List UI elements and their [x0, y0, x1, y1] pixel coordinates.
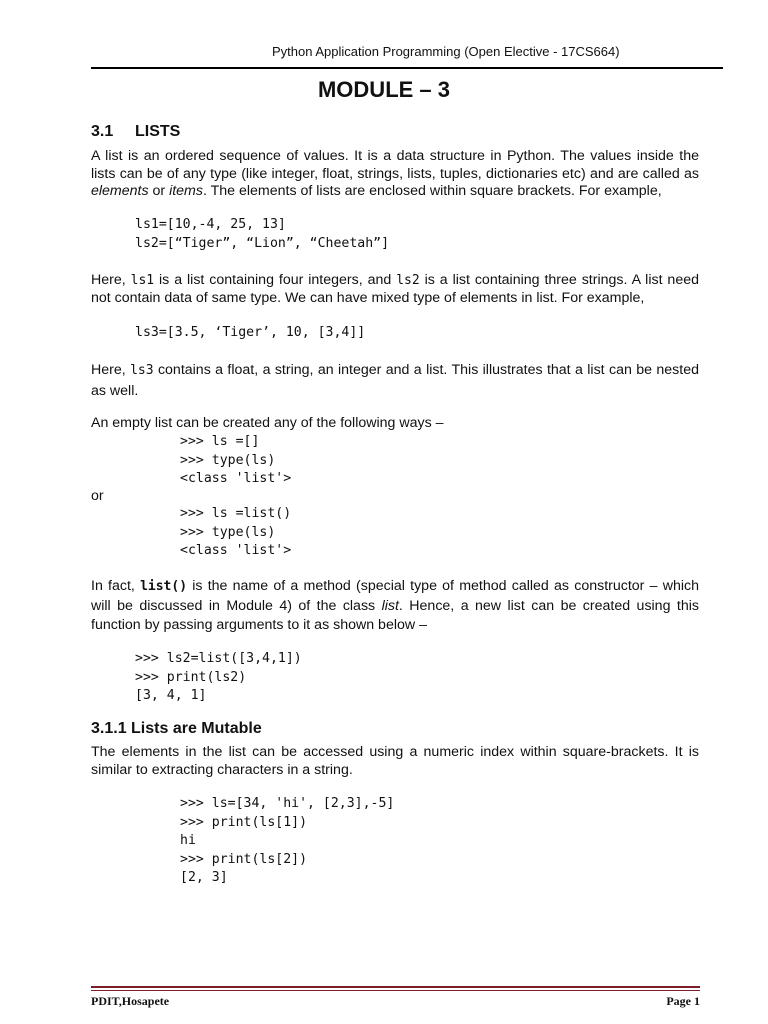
text-run: or [148, 183, 170, 199]
text-run: contains a float, a string, an integer and a list. This illustrates that a list can be nested as well. [91, 362, 699, 399]
running-header: Python Application Programming (Open Elective - 17CS664) [272, 44, 620, 59]
inline-code: ls2 [396, 273, 420, 288]
text-run: A list is an ordered sequence of values. It is a data structure in Python. The values inside the lists can be of any type (like integer, float, strings, lists, tuples, dictionaries etc) and are called as [91, 148, 699, 182]
text-run: Here, [91, 272, 131, 288]
text-run-italic: list [381, 597, 399, 614]
code-line: hi [180, 833, 196, 848]
section-heading-lists [91, 123, 180, 141]
module-title: MODULE – 3 [317, 77, 451, 102]
text-run: . The elements of lists are enclosed within square brackets. For example, [202, 183, 662, 199]
code-line: >>> ls=[34, 'hi', [2,3],-5] [180, 796, 395, 811]
code-line: [2, 3] [180, 870, 228, 885]
code-line: ls3=[3.5, ‘Tiger’, 10, [3,4]] [135, 325, 366, 340]
paragraph-nested-list [91, 360, 699, 402]
code-line: >>> print(ls2) [135, 669, 247, 685]
section-number: 3.1 [91, 123, 114, 140]
code-line: >>> print(ls[1]) [180, 814, 308, 830]
code-block-list-from-args [135, 650, 302, 706]
code-line: >>> ls2=list([3,4,1]) [135, 651, 302, 666]
section-title: LISTS [135, 123, 181, 140]
footer-divider-thin [91, 990, 700, 991]
or-text: or [91, 488, 104, 504]
inline-code: ls1 [130, 273, 155, 288]
inline-code: list() [140, 579, 188, 594]
paragraph-index-access: The elements in the list can be accessed using a numeric index within square-brackets. It is similar to extracting characters in a string. [91, 744, 699, 778]
inline-code: ls3 [130, 363, 154, 378]
paragraph-empty-list: An empty list can be created any of the following ways – [91, 415, 444, 431]
page-number: Page 1 [666, 994, 700, 1008]
code-block-mixed-list [135, 324, 365, 343]
text-run-italic: items [169, 183, 203, 199]
code-line: <class 'list'> [180, 471, 292, 486]
paragraph-list-definition [91, 148, 699, 201]
footer-institution: PDIT,Hosapete [91, 994, 170, 1008]
text-run-italic: elements [91, 183, 149, 199]
paragraph-list-constructor [91, 577, 699, 636]
code-line: [3, 4, 1] [135, 688, 207, 703]
footer-divider [91, 986, 700, 988]
code-line: >>> ls =[] [180, 434, 260, 449]
code-block-empty-list-constructor [180, 505, 291, 561]
code-line: ls2=[“Tiger”, “Lion”, “Cheetah”] [135, 235, 390, 251]
code-line: ls1=[10,-4, 25, 13] [135, 217, 286, 232]
text-run: . Hence, a new list can be created using this function by passing arguments to it as shown below – [91, 597, 699, 633]
text-run: is a list containing four integers, and [154, 272, 397, 288]
code-block-empty-list-brackets [180, 433, 291, 489]
code-line: >>> ls =list() [180, 506, 292, 521]
section-heading-mutable: 3.1.1 Lists are Mutable [91, 720, 262, 737]
paragraph-list-types [91, 272, 699, 307]
code-line: >>> type(ls) [180, 524, 276, 540]
code-line: >>> type(ls) [180, 452, 276, 468]
code-line: >>> print(ls[2]) [180, 851, 308, 867]
header-divider [91, 67, 723, 69]
text-run: is the name of a method (special type of method called as constructor – which will be discussed in Module 4) of the class [91, 578, 699, 614]
code-line: <class 'list'> [180, 543, 292, 558]
code-block-index-examples [180, 795, 394, 888]
code-block-list-examples [135, 216, 389, 253]
text-run: In fact, [91, 578, 141, 594]
text-run: is a list containing three strings. A list need not contain data of same type. We can have mixed type of elements in list. For example, [91, 272, 699, 306]
text-run: Here, [91, 362, 131, 378]
